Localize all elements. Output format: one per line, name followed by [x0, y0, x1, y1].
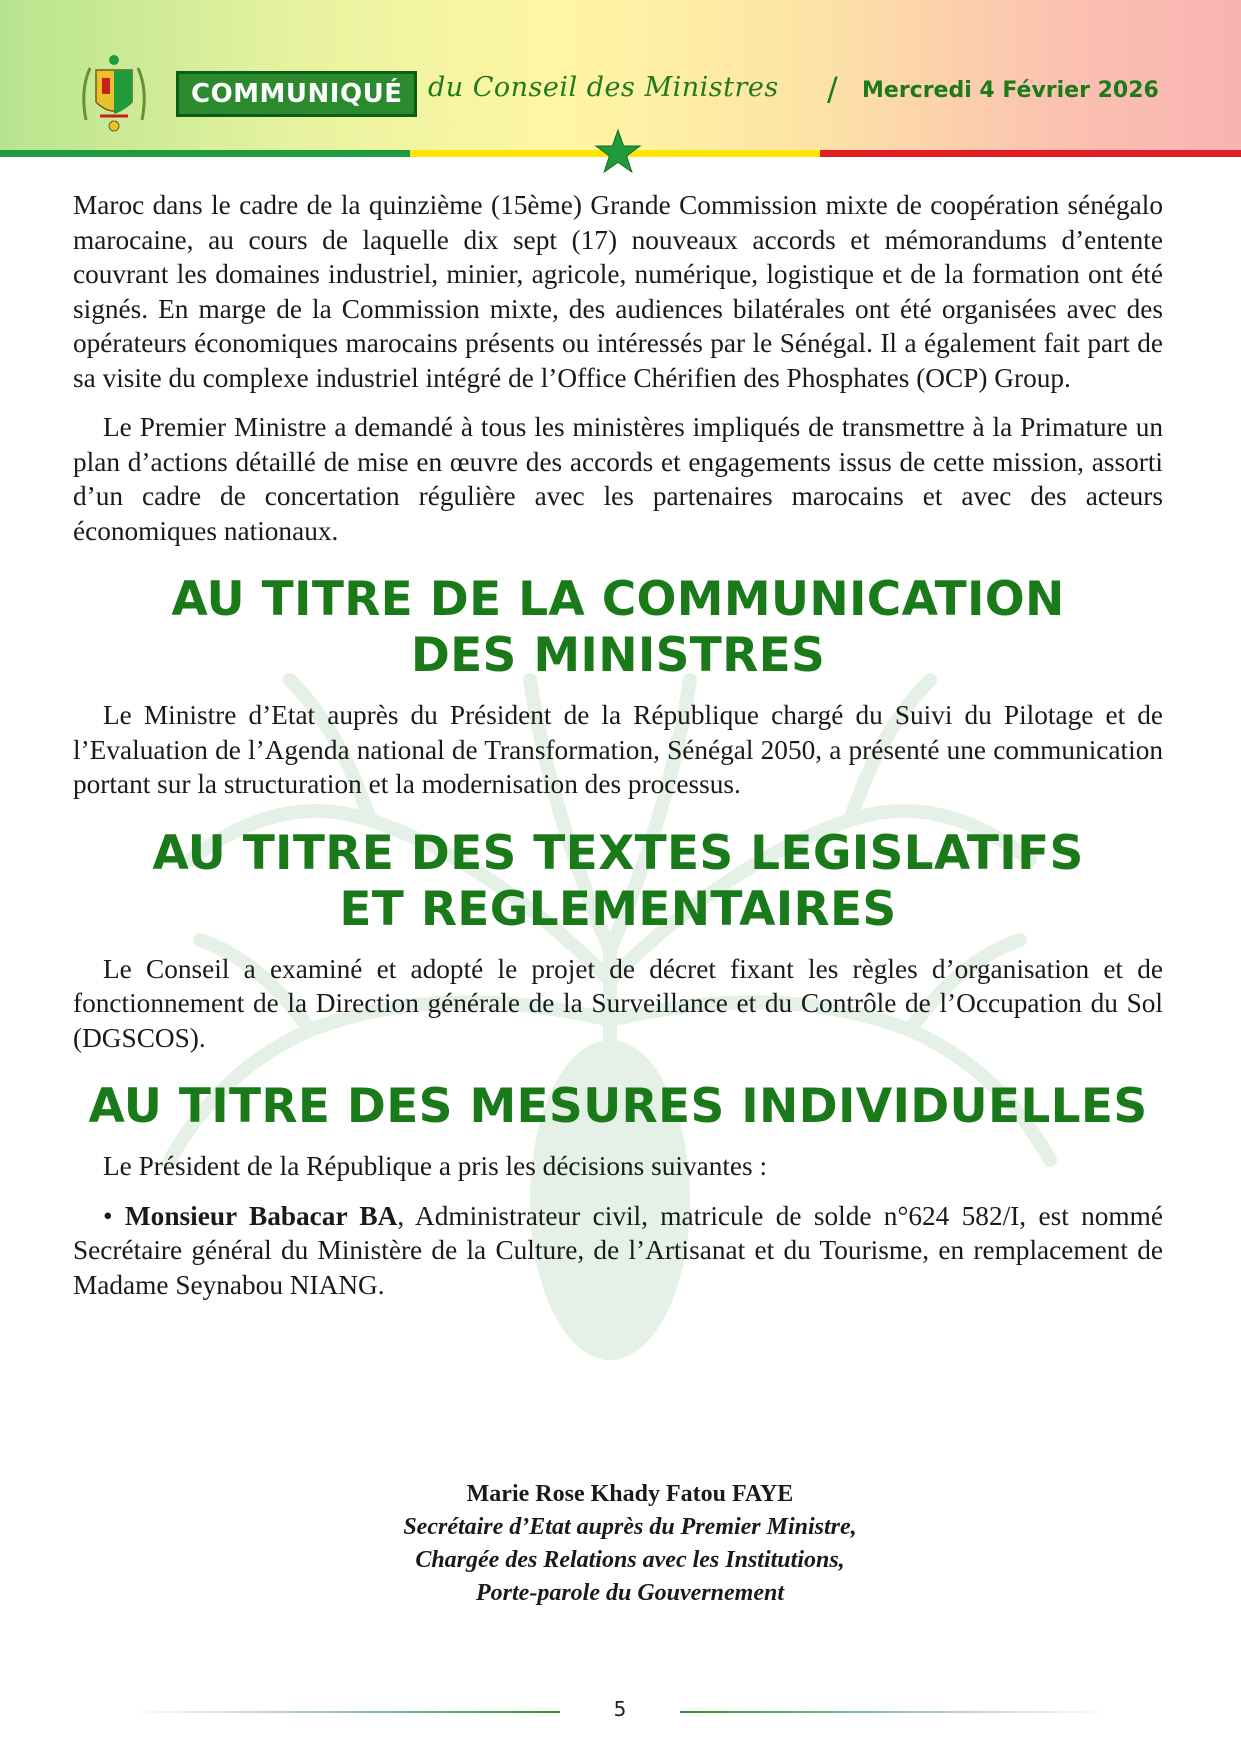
heading-mesures-line1: AU TITRE DES MESURES INDIVIDUELLES [88, 1079, 1148, 1134]
flag-stripe-red [820, 150, 1241, 157]
communique-badge: COMMUNIQUÉ [176, 71, 417, 117]
flag-stripe-green [0, 150, 410, 157]
pm-paragraph: Le Premier Ministre a demandé à tous les ministères impliqués de transmettre à la Primature un plan d’actions détaillé de mise en œuvre des accords et engagements issus de cette mission, assorti d’un cadre de concertation régulière avec les partenaires marocains et avec des acteurs économiques nationaux. [73, 412, 1163, 546]
footer-line-left [130, 1711, 560, 1713]
heading-communication [73, 572, 1163, 684]
mesures-intro: Le Président de la République a pris les décisions suivantes : [103, 1151, 768, 1181]
heading-textes-line2: ET REGLEMENTAIRES [339, 881, 897, 937]
coat-of-arms-icon [78, 50, 150, 136]
signatory-title-line1: Secrétaire d’Etat auprès du Premier Ministre, [403, 1514, 857, 1540]
page-number: 5 [613, 1697, 627, 1721]
heading-textes-line1: AU TITRE DES TEXTES LEGISLATIFS [152, 825, 1084, 881]
signatory-name: Marie Rose Khady Fatou FAYE [466, 1481, 794, 1507]
star-icon [594, 128, 642, 176]
heading-communication-line1: AU TITRE DE LA COMMUNICATION [171, 572, 1065, 627]
textes-paragraph: Le Conseil a examiné et adopté le projet de décret fixant les règles d’organisation et de fonctionnement de la Direction générale de la Surveillance et du Contrôle de l’Occupation du Sol (DGSCOS). [73, 953, 1163, 1053]
footer-line-right [680, 1711, 1110, 1713]
communication-paragraph: Le Ministre d’Etat auprès du Président de la République chargé du Suivi du Pilotage et de l’Evaluation de l’Agenda national de Transformation, Sénégal 2050, a présenté une communication portant sur la structuration et la modernisation des processus. [73, 700, 1163, 799]
bullet-marker: • [103, 1200, 113, 1231]
header-date: Mercredi 4 Février 2026 [862, 78, 1159, 103]
document-body [73, 188, 1163, 1302]
heading-textes [73, 826, 1163, 938]
signatory-title-line3: Porte-parole du Gouvernement [476, 1580, 784, 1606]
heading-communication-line2: DES MINISTRES [410, 628, 826, 683]
bullet-text: , Administrateur civil, matricule de solde n°624 582/I, est nommé Secrétaire général du Ministère de la Culture, de l’Artisanat et du Tourisme, en remplacement de Madame Seynabou NIANG. [73, 1200, 1163, 1300]
header-separator: / [827, 70, 838, 108]
header-subtitle: du Conseil des Ministres [428, 72, 779, 103]
signature-block [330, 1478, 930, 1610]
heading-mesures [73, 1079, 1163, 1135]
bullet-name: Monsieur Babacar BA [124, 1200, 398, 1231]
mesures-bullet [73, 1199, 1163, 1303]
intro-paragraph: Maroc dans le cadre de la quinzième (15ème) Grande Commission mixte de coopération sénégalo marocaine, au cours de laquelle dix sept (17) nouveaux accords et mémorandums d’entente couvrant les domaines industriel, minier, agricole, numérique, logistique et de la formation ont été signés. En marge de la Commission mixte, des audiences bilatérales ont été organisées avec des opérateurs économiques marocains présents ou intéressés par le Sénégal. Il a également fait part de sa visite du complexe industriel intégré de l’Office Chérifien des Phosphates (OCP) Group. [73, 190, 1163, 393]
signatory-title-line2: Chargée des Relations avec les Institutions, [415, 1547, 845, 1573]
